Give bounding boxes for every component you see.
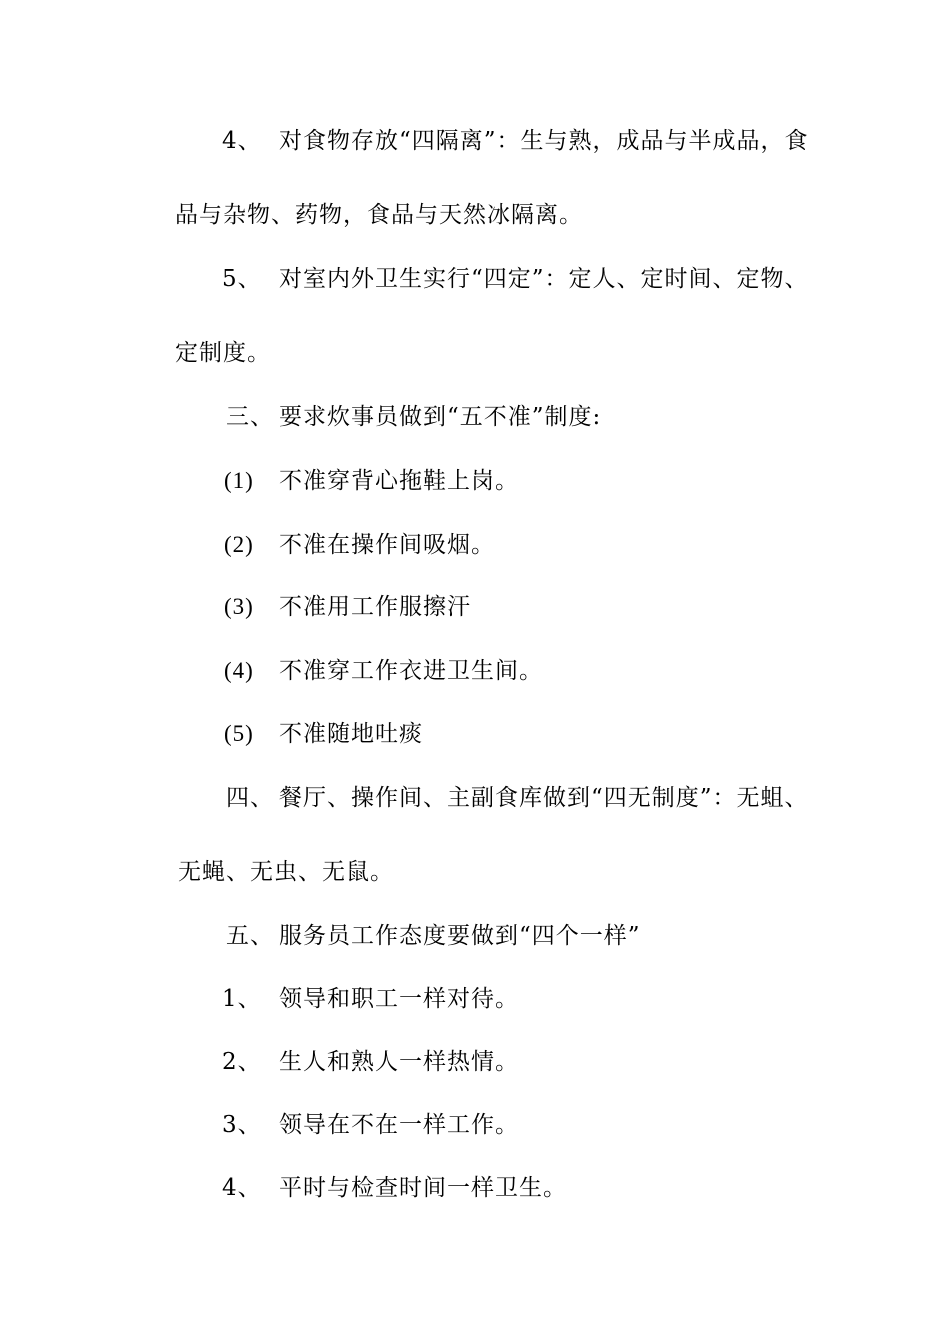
- rule-text: 不准用工作服擦汗: [279, 594, 471, 620]
- section-number: 五、: [226, 923, 274, 949]
- section-title: 餐厅、操作间、主副食库做到“四无制度”：无蛆、: [279, 785, 809, 811]
- item-number: 4、: [222, 128, 262, 154]
- item-continuation: 定制度。: [175, 340, 271, 366]
- section-continuation: 无蝇、无虫、无鼠。: [178, 859, 394, 885]
- rule-text: 不准穿背心拖鞋上岗。: [279, 468, 519, 494]
- item-text: 平时与检查时间一样卫生。: [279, 1175, 567, 1201]
- rule-number: (2): [224, 532, 254, 557]
- item-number: 5、: [222, 266, 262, 292]
- item-number: 2、: [222, 1049, 262, 1075]
- rule-text: 不准在操作间吸烟。: [279, 532, 495, 558]
- section-title: 要求炊事员做到“五不准”制度:: [279, 404, 602, 430]
- item-number: 4、: [222, 1175, 262, 1201]
- rule-text: 不准穿工作衣进卫生间。: [279, 658, 543, 684]
- item-text: 领导在不在一样工作。: [279, 1112, 519, 1138]
- section-title: 服务员工作态度要做到“四个一样”: [279, 923, 641, 949]
- rule-number: (5): [224, 721, 254, 746]
- item-continuation: 品与杂物、药物，食品与天然冰隔离。: [175, 202, 583, 228]
- rule-number: (4): [224, 658, 254, 683]
- item-text: 领导和职工一样对待。: [279, 986, 519, 1012]
- rule-text: 不准随地吐痰: [279, 721, 423, 747]
- section-number: 四、: [226, 785, 274, 811]
- item-text: 生人和熟人一样热情。: [279, 1049, 519, 1075]
- rule-number: (1): [224, 468, 254, 493]
- item-number: 3、: [222, 1112, 262, 1138]
- item-text: 对食物存放“四隔离”：生与熟，成品与半成品，食: [279, 128, 809, 154]
- section-number: 三、: [226, 404, 274, 430]
- item-text: 对室内外卫生实行“四定”：定人、定时间、定物、: [279, 266, 809, 292]
- rule-number: (3): [224, 594, 254, 619]
- item-number: 1、: [222, 986, 262, 1012]
